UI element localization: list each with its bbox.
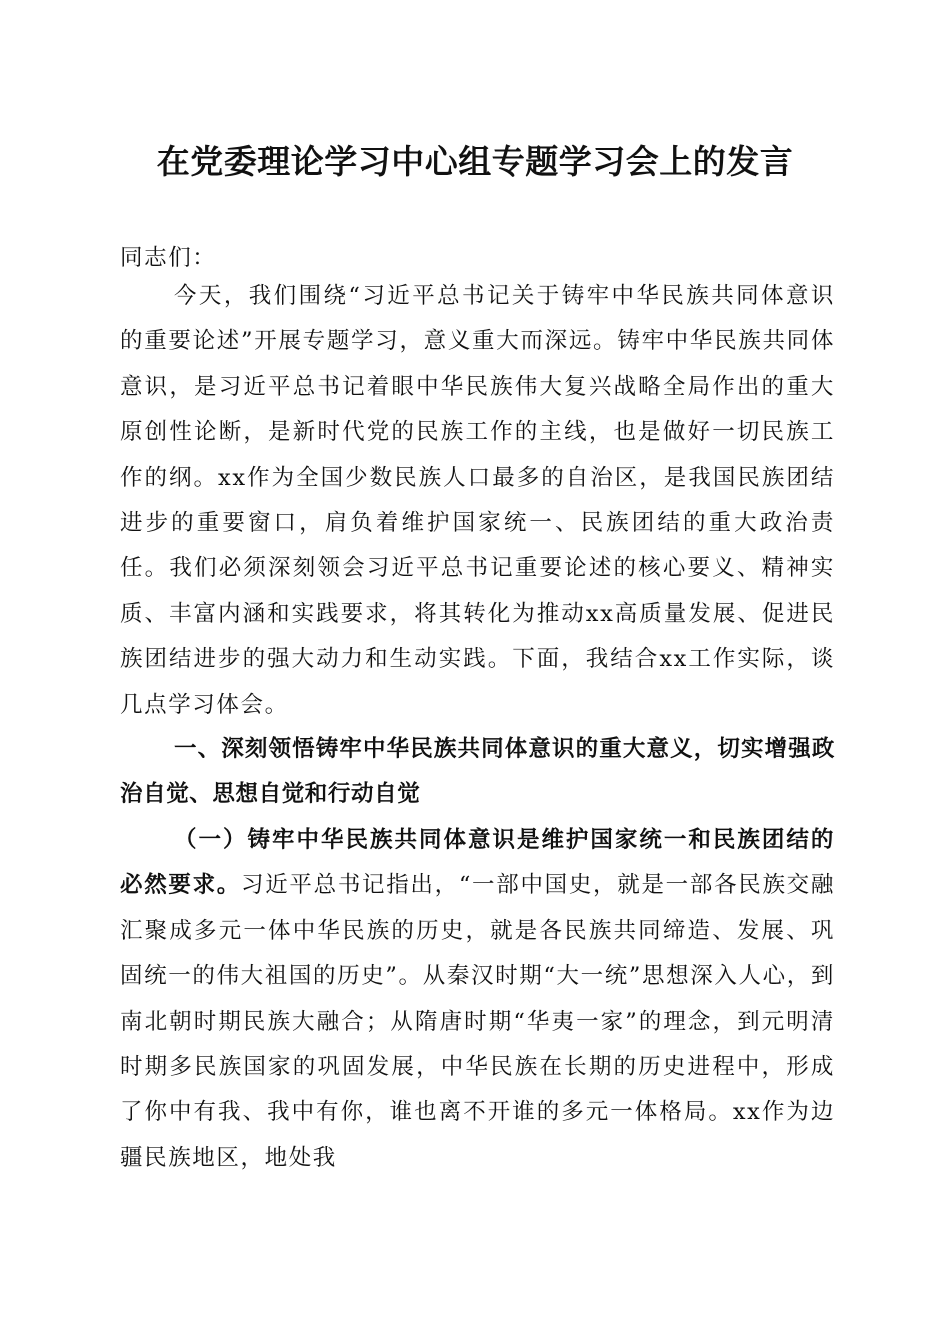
section-heading-1: 一、深刻领悟铸牢中华民族共同体意识的重大意义，切实增强政治自觉、思想自觉和行动自觉 [120,736,835,808]
paragraph-subsection-1 [120,818,835,1181]
salutation: 同志们： [120,245,217,271]
subsection-body: 习近平总书记指出，“一部中国史，就是一部各民族交融汇聚成多元一体中华民族的历史，就是各民族共同缔造、发展、巩固统一的伟大祖国的历史”。从秦汉时期“大一统”思想深入人心，到南北朝时期民族大融合；从隋唐时期“华夷一家”的理念，到元明清时期多民族国家的巩固发展，中华民族在长期的历史进程中，形成了你中有我、我中有你，谁也离不开谁的多元一体格局。xx作为边疆民族地区，地处我 [120,872,835,1171]
document-title: 在党委理论学习中心组专题学习会上的发言 [156,142,794,181]
paragraph-intro: 今天，我们围绕“习近平总书记关于铸牢中华民族共同体意识的重要论述”开展专题学习，意义重大而深远。铸牢中华民族共同体意识，是习近平总书记着眼中华民族伟大复兴战略全局作出的重大原创性论断，是新时代党的民族工作的主线，也是做好一切民族工作的纲。xx作为全国少数民族人口最多的自治区，是我国民族团结进步的重要窗口，肩负着维护国家统一、民族团结的重大政治责任。我们必须深刻领会习近平总书记重要论述的核心要义、精神实质、丰富内涵和实践要求，将其转化为推动xx高质量发展、促进民族团结进步的强大动力和生动实践。下面，我结合xx工作实际，谈几点学习体会。 [120,283,835,718]
subsection-lead: （一）铸牢中华民族共同体意识是维护国家统一和民族团结的必然要求。 [120,827,835,899]
